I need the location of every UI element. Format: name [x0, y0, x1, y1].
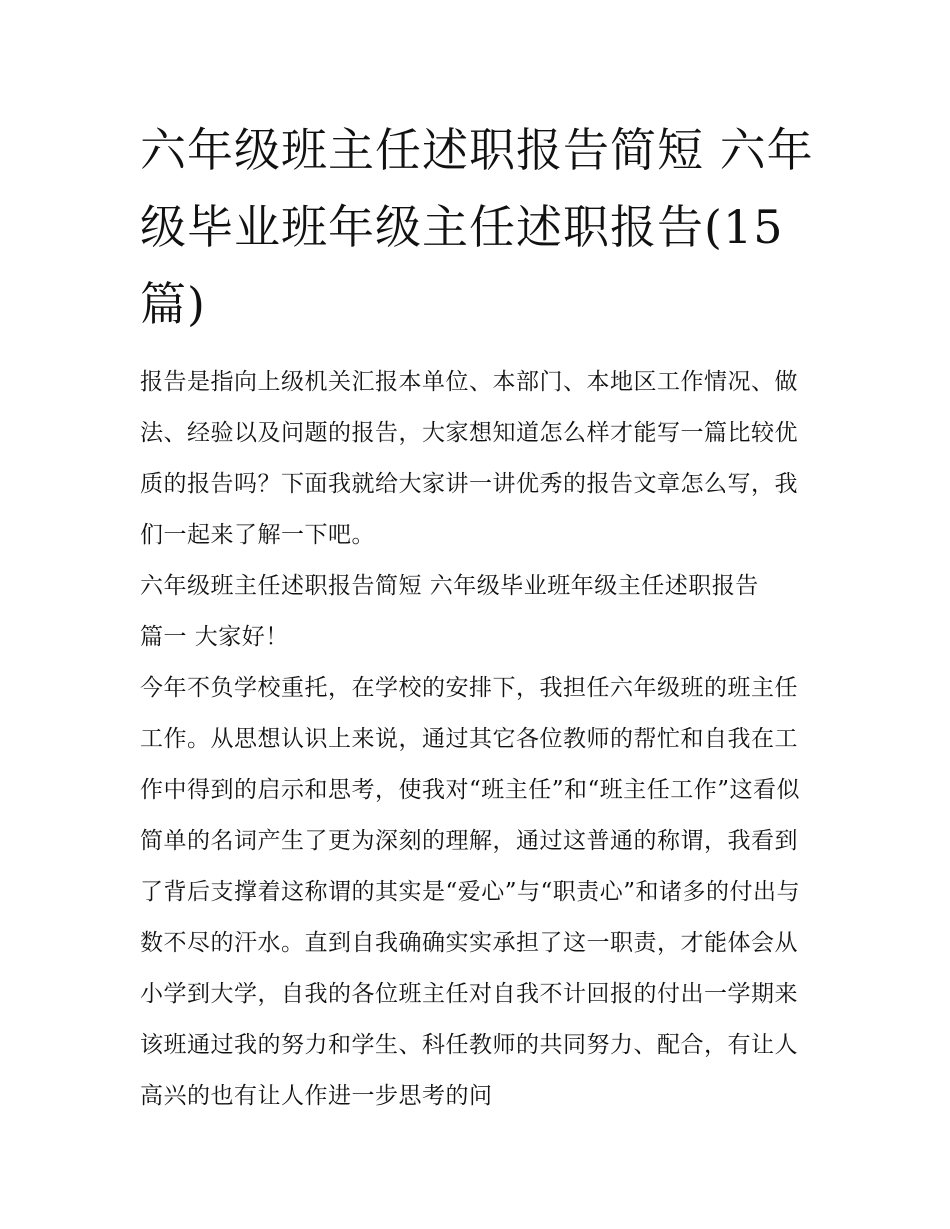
section-heading: 六年级班主任述职报告简短 六年级毕业班年级主任述职报告: [140, 573, 759, 599]
document-title: 六年级班主任述职报告简短 六年级毕业班年级主任述职报告(15篇): [140, 123, 814, 331]
document-page: [140, 112, 820, 1122]
document-body: [140, 357, 820, 1122]
greeting-paragraph: 篇一 大家好！: [140, 624, 289, 650]
intro-paragraph: 报告是指向上级机关汇报本单位、本部门、本地区工作情况、做法、经验以及问题的报告，大家想知道怎么样才能写一篇比较优质的报告吗？下面我就给大家讲一讲优秀的报告文章怎么写，我们一起来了解一下吧。: [140, 369, 798, 548]
body-paragraph: 今年不负学校重托，在学校的安排下，我担任六年级班的班主任工作。从思想认识上来说，通过其它各位教师的帮忙和自我在工作中得到的启示和思考，使我对“班主任”和“班主任工作”这看似简单的名词产生了更为深刻的理解，通过这普通的称谓，我看到了背后支撑着这称谓的其实是“爱心”与“职责心”和诸多的付出与数不尽的汗水。直到自我确确实实承担了这一职责，才能体会从小学到大学，自我的各位班主任对自我不计回报的付出一学期来该班通过我的努力和学生、科任教师的共同努力、配合，有让人高兴的也有让人作进一步思考的问: [140, 675, 801, 1109]
